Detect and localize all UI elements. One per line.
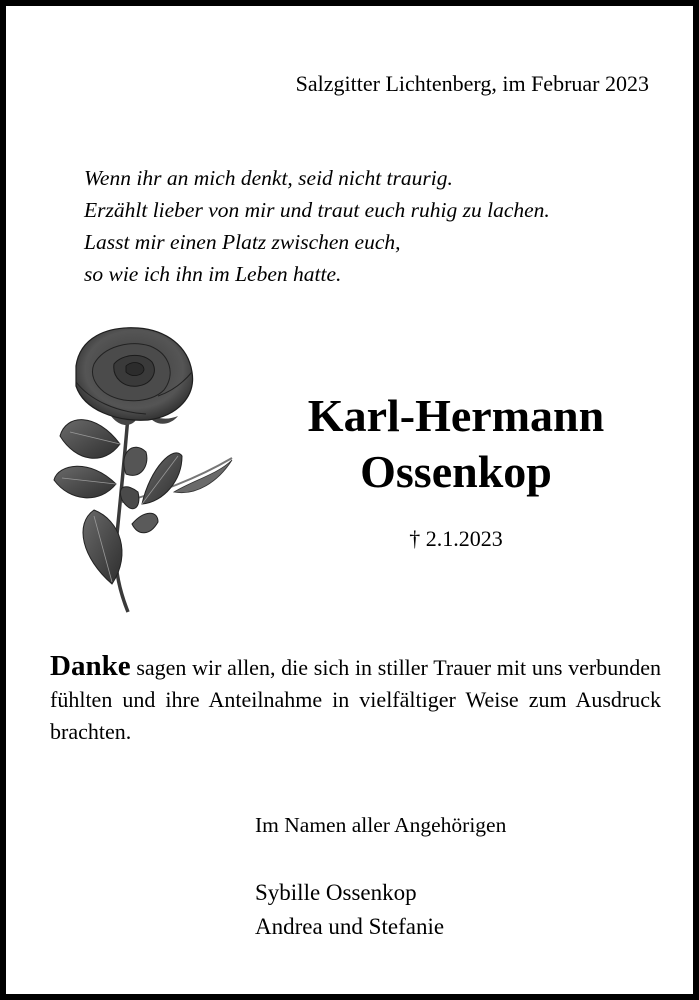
signoff: Im Namen aller Angehörigen bbox=[255, 813, 507, 837]
thanks-lead-word: Danke bbox=[50, 650, 131, 682]
death-date: 2.1.2023 bbox=[425, 526, 503, 551]
rose-icon bbox=[46, 324, 236, 616]
thanks-paragraph bbox=[50, 650, 661, 748]
deceased-name bbox=[246, 388, 666, 500]
poem-line: Erzählt lieber von mir und traut euch ruhig zu lachen. bbox=[84, 198, 550, 222]
signers bbox=[255, 876, 444, 944]
place-date: Salzgitter Lichtenberg, im Februar 2023 bbox=[295, 71, 649, 96]
thanks-text: sagen wir allen, die sich in stiller Trauer mit uns verbunden fühlten und ihre Anteilnahme in vielfältiger Weise zum Ausdruck brachten. bbox=[50, 655, 662, 744]
signer-name: Sybille Ossenkop bbox=[255, 880, 417, 905]
poem-line: Wenn ihr an mich denkt, seid nicht traurig. bbox=[84, 166, 453, 190]
poem bbox=[84, 162, 550, 290]
deceased-last-name: Ossenkop bbox=[360, 446, 552, 497]
poem-line: Lasst mir einen Platz zwischen euch, bbox=[84, 230, 401, 254]
signer-name: Andrea und Stefanie bbox=[255, 914, 445, 939]
poem-line: so wie ich ihn im Leben hatte. bbox=[84, 262, 342, 286]
death-date-line bbox=[246, 524, 666, 554]
deceased-first-name: Karl-Hermann bbox=[307, 390, 605, 441]
dagger-icon: † bbox=[409, 526, 421, 551]
